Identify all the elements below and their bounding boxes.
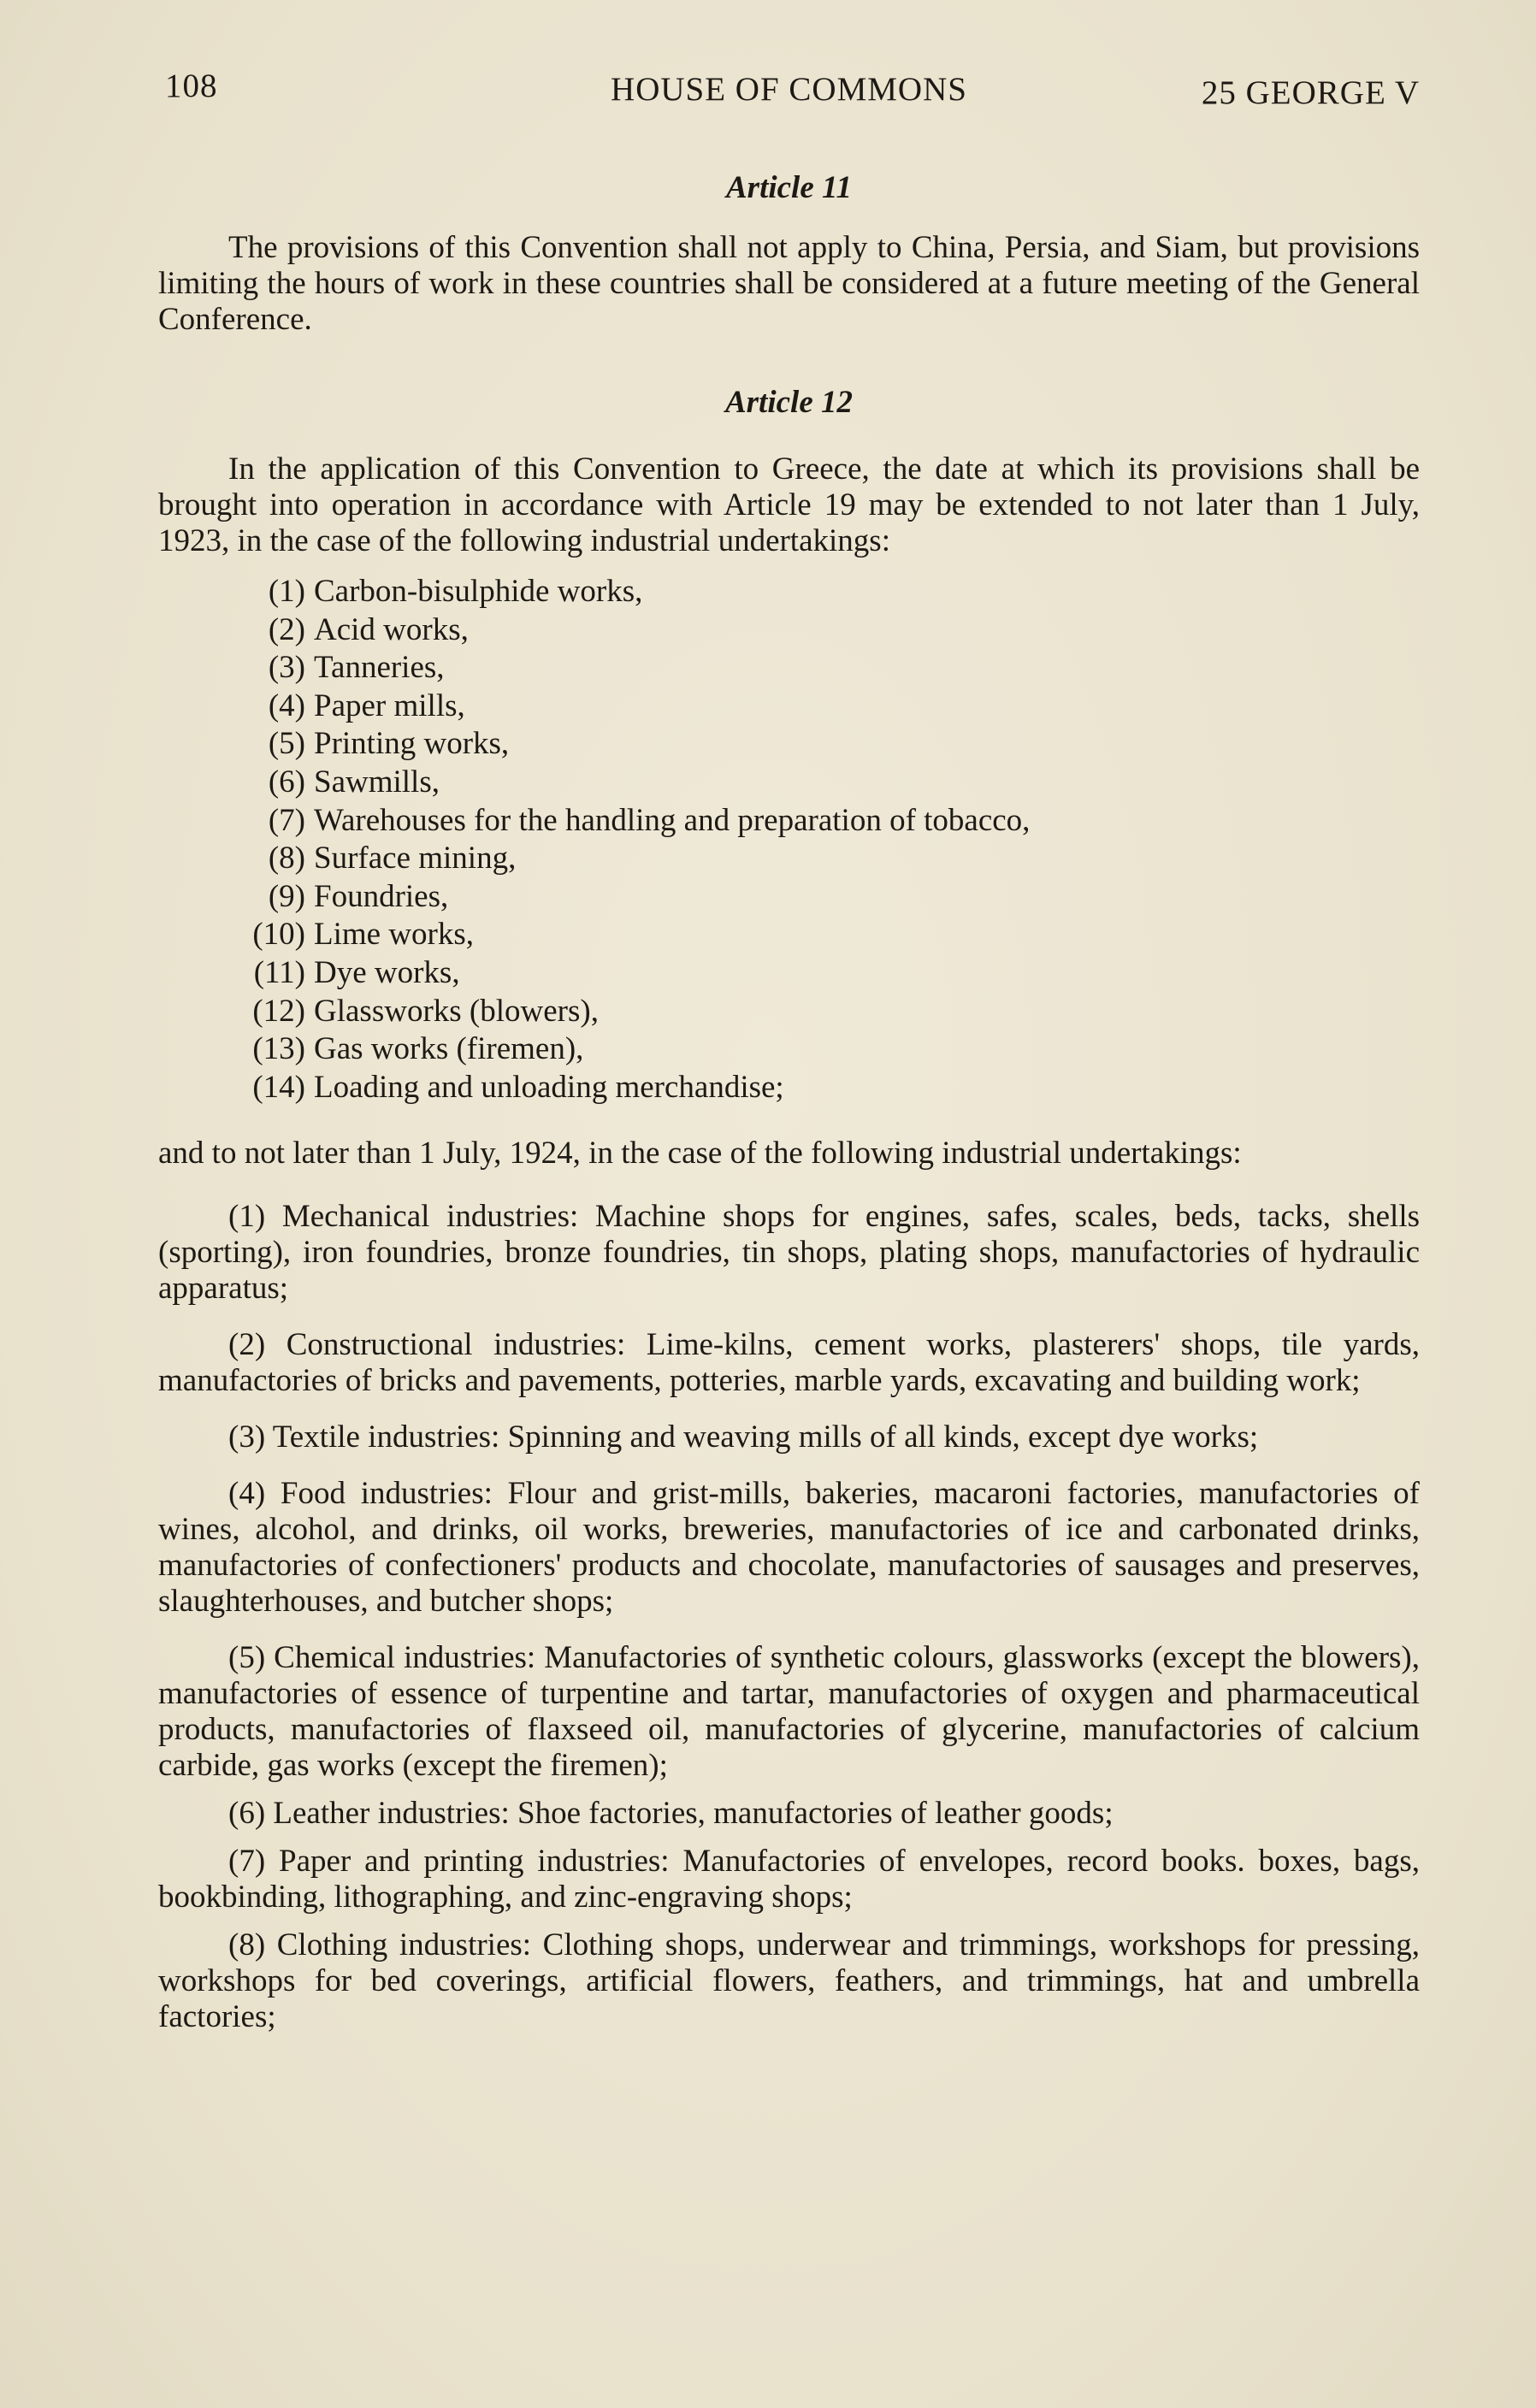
list-item xyxy=(158,611,1420,650)
list-item xyxy=(158,688,1420,726)
undertakings-1924-intro: and to not later than 1 July, 1924, in the case of the following industrial undertakings: xyxy=(158,1136,1242,1172)
list-item-number: (7) xyxy=(268,802,305,838)
list-item xyxy=(158,802,1420,841)
article-12-intro: In the application of this Convention to Greece, the date at which its provisions shall be brought into operation in accordance with Article 19 may be extended to not later than 1 July, 1923, in the case of the following industrial undertakings: xyxy=(158,452,1420,558)
list-item-number: (13) xyxy=(252,1031,305,1067)
industry-paragraph-chemical: (5) Chemical industries: Manufactories of synthetic colours, glassworks (except the blowers), manufactories of essence of turpentine and tartar, manufactories of oxygen and pharmaceutical products, manufactories of flaxseed oil, manufactories of glycerine, manufactories of calcium carbide, gas works (except the firemen); xyxy=(158,1640,1420,1784)
list-item-text: Foundries, xyxy=(314,878,449,914)
list-item xyxy=(158,954,1420,993)
list-item-number: (14) xyxy=(252,1069,305,1105)
list-item xyxy=(158,764,1420,802)
list-item-text: Sawmills, xyxy=(314,764,440,800)
list-item-text: Printing works, xyxy=(314,726,510,762)
list-item xyxy=(158,1030,1420,1069)
list-item-text: Warehouses for the handling and preparation of tobacco, xyxy=(314,802,1031,838)
list-item xyxy=(158,916,1420,954)
list-item-text: Gas works (firemen), xyxy=(314,1031,584,1067)
regnal-year: 25 GEORGE V xyxy=(1201,74,1420,111)
list-item xyxy=(158,993,1420,1031)
list-item-number: (6) xyxy=(268,764,305,800)
list-item xyxy=(158,878,1420,917)
list-item-number: (11) xyxy=(253,954,305,990)
list-item xyxy=(158,1069,1420,1107)
list-item-number: (10) xyxy=(252,917,305,953)
list-item-text: Surface mining, xyxy=(314,841,517,876)
list-item-number: (12) xyxy=(252,993,305,1029)
list-item xyxy=(158,725,1420,764)
list-item-number: (8) xyxy=(268,841,305,876)
list-item-text: Lime works, xyxy=(314,917,475,953)
industry-paragraph-mechanical: (1) Mechanical industries: Machine shops for engines, safes, scales, beds, tacks, shells (sporting), iron foundries, bronze foundries, tin shops, plating shops, manufactories of hydraulic apparatus; xyxy=(158,1199,1420,1307)
running-header xyxy=(158,62,1420,113)
industry-paragraph-paper-printing: (7) Paper and printing industries: Manufactories of envelopes, record books. boxes, bags, bookbinding, lithographing, and zinc-engraving shops; xyxy=(158,1844,1420,1915)
list-item xyxy=(158,649,1420,688)
list-item-number: (1) xyxy=(268,574,305,609)
article-11-title: Article 11 xyxy=(726,170,852,205)
article-12-title: Article 12 xyxy=(724,385,853,420)
article-11-text: The provisions of this Convention shall not apply to China, Persia, and Siam, but provisions limiting the hours of work in these countries shall be considered at a future meeting of the General Conference. xyxy=(158,230,1420,337)
list-item-text: Dye works, xyxy=(314,954,460,990)
header-title: HOUSE OF COMMONS xyxy=(611,71,967,108)
list-item-number: (4) xyxy=(268,688,305,723)
industry-paragraph-constructional: (2) Constructional industries: Lime-kilns, cement works, plasterers' shops, tile yards, manufactories of bricks and pavements, potteries, marble yards, excavating and building work; xyxy=(158,1327,1420,1399)
list-item-text: Paper mills, xyxy=(314,688,465,723)
list-item-text: Carbon-bisulphide works, xyxy=(314,574,643,609)
list-item-text: Glassworks (blowers), xyxy=(314,993,599,1029)
list-item-text: Acid works, xyxy=(314,611,469,647)
list-item-text: Tanneries, xyxy=(314,650,445,686)
list-item xyxy=(158,840,1420,878)
list-item-number: (3) xyxy=(268,650,305,686)
list-item-number: (5) xyxy=(268,726,305,762)
industry-paragraph-textile: (3) Textile industries: Spinning and weaving mills of all kinds, except dye works; xyxy=(228,1419,1259,1455)
industry-paragraph-food: (4) Food industries: Flour and grist-mills, bakeries, macaroni factories, manufactories of wines, alcohol, and drinks, oil works, breweries, manufactories of ice and carbonated drinks, manufactories of confectioners' products and chocolate, manufactories of sausages and preserves, slaughterhouses, and butcher shops; xyxy=(158,1476,1420,1620)
industry-paragraph-clothing: (8) Clothing industries: Clothing shops, underwear and trimmings, workshops for pressing, workshops for bed coverings, artificial flowers, feathers, and trimmings, hat and umbrella factories; xyxy=(158,1927,1420,2035)
list-item-number: (9) xyxy=(268,878,305,914)
list-item-number: (2) xyxy=(268,611,305,647)
undertakings-list-1923 xyxy=(158,573,1420,1107)
page-content xyxy=(158,62,1420,2035)
list-item xyxy=(158,573,1420,611)
page-number: 108 xyxy=(165,68,218,104)
industry-paragraph-leather: (6) Leather industries: Shoe factories, manufactories of leather goods; xyxy=(228,1796,1114,1832)
list-item-text: Loading and unloading merchandise; xyxy=(314,1069,784,1105)
